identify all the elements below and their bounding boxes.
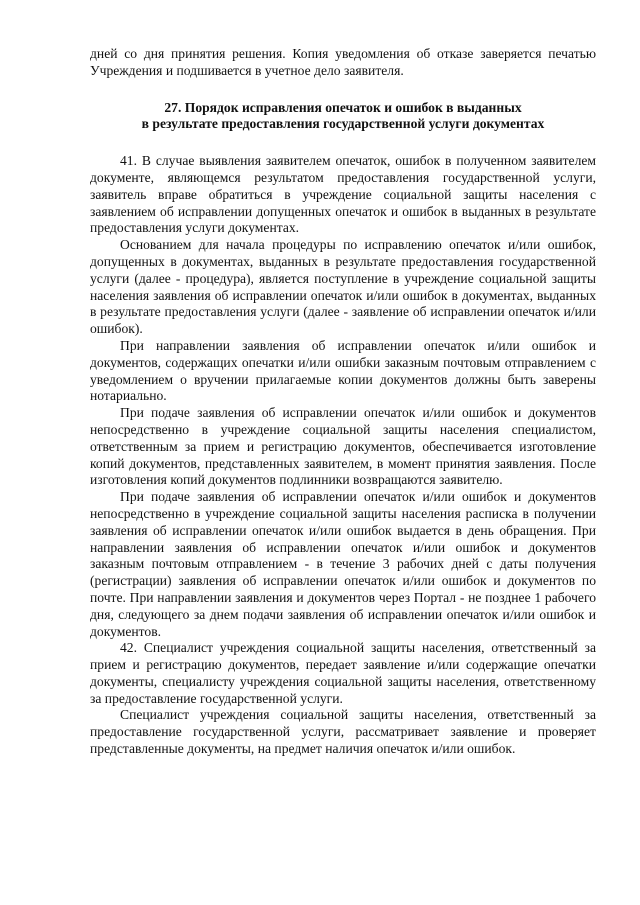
paragraph-receipt-terms: При подаче заявления об исправлении опечаток и/или ошибок и документов непосредственно в учреждение социальной защиты населения расписка в получении заявления об исправлении опечаток и/или ошибок выдается в день обращения. При направлении заявления об исправлении опечаток и/или ошибок и документов заказным почтовым отправлением - в течение 3 рабочих дней с даты получения (регистрации) заявления об исправлении опечаток и/или ошибок и документов по почте. При направлении заявления и документов через Портал - не позднее 1 рабочего дня, следующего за днем подачи заявления об исправлении опечаток и/или ошибок и документов. <box>90 489 596 639</box>
paragraph-review: Специалист учреждения социальной защиты населения, ответственный за предоставление государственной услуги, рассматривает заявление и проверяет представленные документы, на предмет наличия опечаток и/или ошибок. <box>90 707 596 757</box>
paragraph-41: 41. В случае выявления заявителем опечаток, ошибок в полученном заявителем документе, являющемся результатом предоставления государственной услуги, заявитель вправе обратиться в учреждение социальной защиты населения с заявлением об исправлении допущенных опечаток и ошибок в выданных в результате предоставления услуги документах. <box>90 153 596 236</box>
paragraph-42: 42. Специалист учреждения социальной защиты населения, ответственный за прием и регистрацию документов, передает заявление и/или содержащие опечатки документы, специалисту учреждения социальной защиты населения, ответственному за предоставление государственной услуги. <box>90 640 596 706</box>
section-heading <box>90 100 596 134</box>
section-heading-line-2: в результате предоставления государственной услуги документах <box>141 116 545 132</box>
paragraph-grounds: Основанием для начала процедуры по исправлению опечаток и/или ошибок, допущенных в документах, выданных в результате предоставления государственной услуги (далее - процедура), является поступление в учреждение социальной защиты населения заявления об исправлении опечаток и/или ошибок в документах, выданных в результате предоставления услуги (далее - заявление об исправлении опечаток и/или ошибок). <box>90 237 596 337</box>
paragraph-postal-submission: При направлении заявления об исправлении опечаток и/или ошибок и документов, содержащих опечатки и/или ошибки заказным почтовым отправлением с уведомлением о вручении прилагаемые копии документов должны быть заверены нотариально. <box>90 337 596 404</box>
continuation-paragraph: дней со дня принятия решения. Копия уведомления об отказе заверяется печатью Учреждения и подшивается в учетное дело заявителя. <box>90 46 596 78</box>
document-page <box>90 46 596 758</box>
section-heading-line-1: 27. Порядок исправления опечаток и ошибок в выданных <box>164 99 522 115</box>
paragraph-direct-submission-copies: При подаче заявления об исправлении опечаток и/или ошибок и документов непосредственно в учреждение социальной защиты населения специалистом, ответственным за прием и регистрацию документов, обеспечивается изготовление копий документов, представленных заявителем, в момент принятия заявления. После изготовления копий документов подлинники возвращаются заявителю. <box>90 405 596 488</box>
